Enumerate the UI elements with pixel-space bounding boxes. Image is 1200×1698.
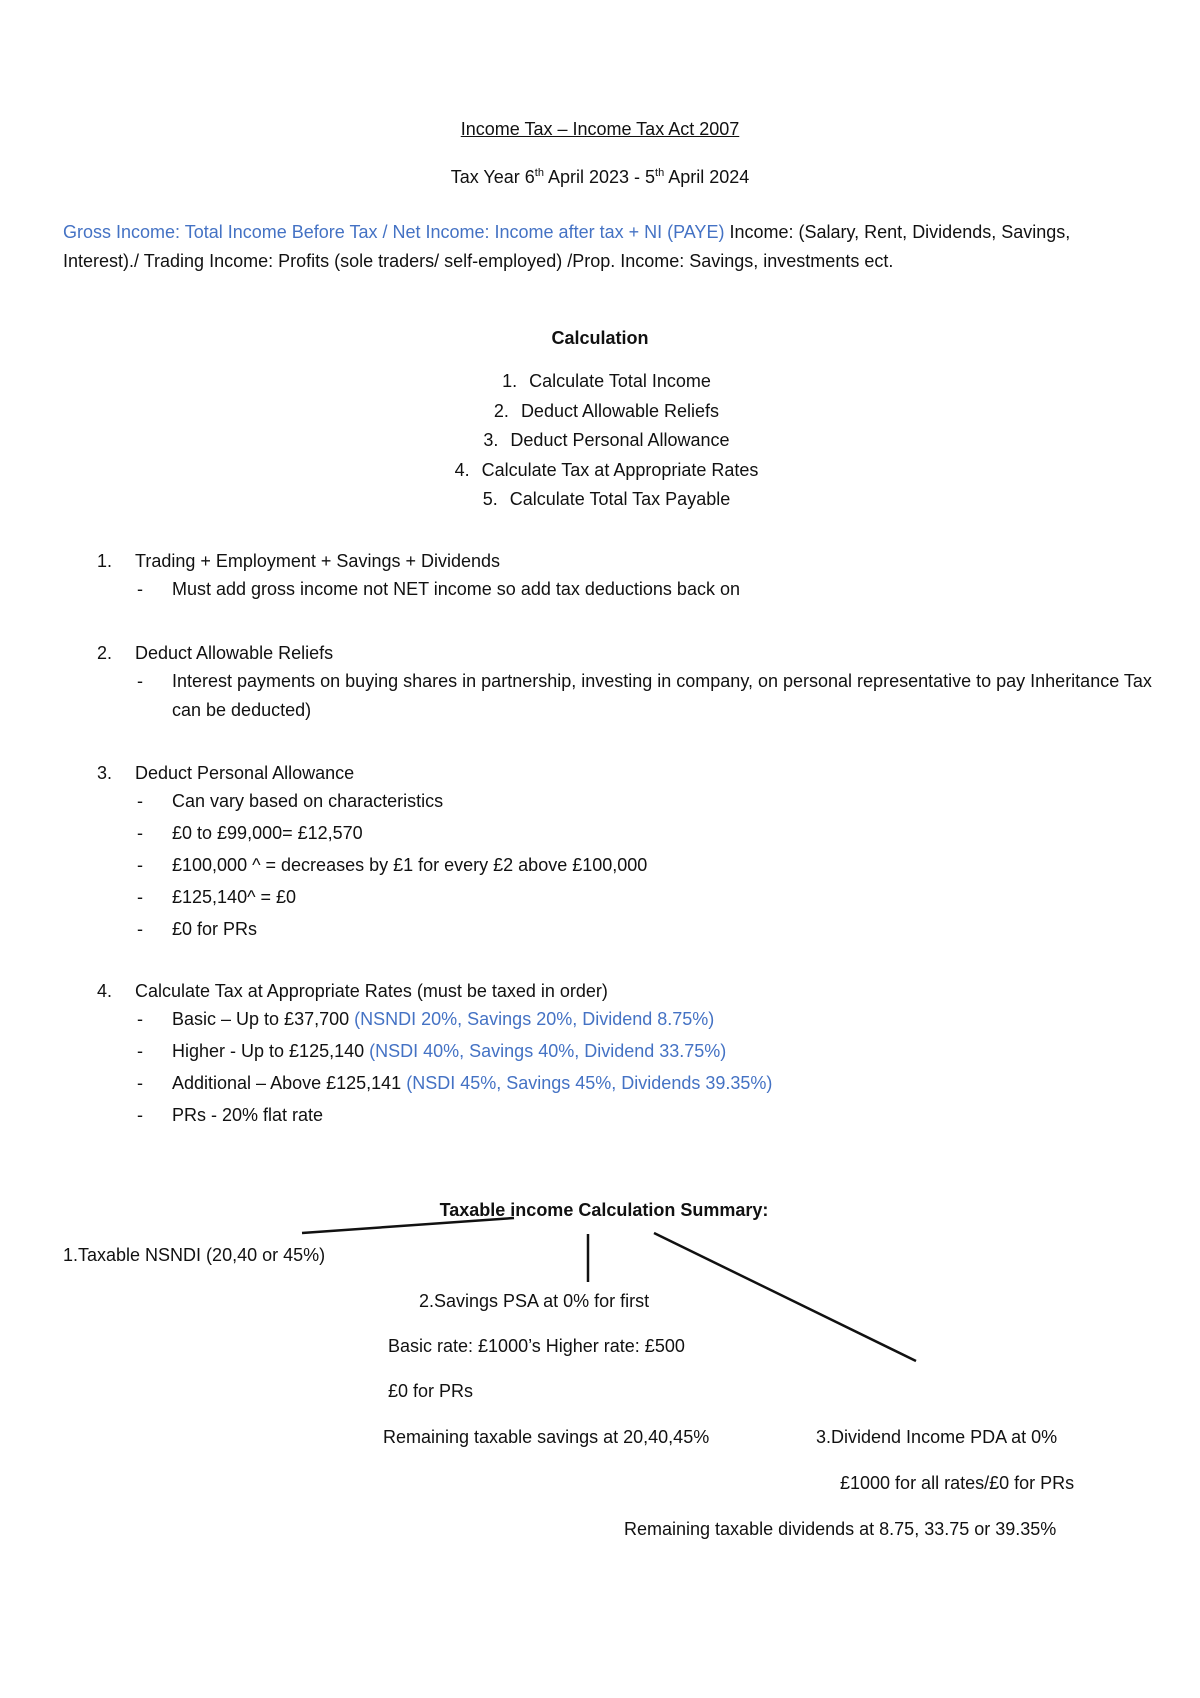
list-item: - £125,140^ = £0 <box>137 887 297 907</box>
list-item: - Interest payments on buying shares in partnership, investing in company, on personal representative to pay Inheritance Tax can be deducted) <box>137 671 1152 720</box>
list-item: - £0 for PRs <box>137 919 258 939</box>
calculation-step: 5. Calculate Total Tax Payable <box>482 489 731 509</box>
calculation-step: 4. Calculate Tax at Appropriate Rates <box>454 459 759 480</box>
summary-savings-psa: 2.Savings PSA at 0% for first <box>419 1291 650 1311</box>
list-item: - Additional – Above £125,141 (NSDI 45%, Savings 45%, Dividends 39.35%) <box>137 1073 773 1093</box>
list-item: - Must add gross income not NET income so add tax deductions back on <box>137 579 740 599</box>
list-item: - Basic – Up to £37,700 (NSNDI 20%, Savings 20%, Dividend 8.75%) <box>137 1009 715 1029</box>
calculation-heading: Calculation <box>551 328 649 348</box>
list-item: - Higher - Up to £125,140 (NSDI 40%, Savings 40%, Dividend 33.75%) <box>137 1041 727 1061</box>
summary-heading: Taxable income Calculation Summary: <box>439 1200 769 1220</box>
calculation-step: 1. Calculate Total Income <box>502 371 711 391</box>
income-types-definition: Income: (Salary, Rent, Dividends, Savings, Interest)./ Trading Income: Profits (sole traders/ self-employed) /Prop. Income: Savings, investments ect. <box>63 222 1071 271</box>
gross-net-definition: Gross Income: Total Income Before Tax / Net Income: Income after tax + NI (PAYE) <box>63 222 725 242</box>
list-item: - £100,000 ^ = decreases by £1 for every £2 above £100,000 <box>137 855 648 875</box>
tax-year-line: Tax Year 6th April 2023 - 5th April 2024 <box>450 167 750 187</box>
section-heading: 2. Deduct Allowable Reliefs <box>97 643 334 663</box>
calculation-step: 3. Deduct Personal Allowance <box>483 430 730 450</box>
connector-line-nsndi <box>302 1218 514 1233</box>
list-item: - Can vary based on characteristics <box>137 791 444 811</box>
summary-savings-remaining: Remaining taxable savings at 20,40,45% <box>383 1427 710 1447</box>
section-heading: 4. Calculate Tax at Appropriate Rates (must be taxed in order) <box>97 981 608 1001</box>
list-item: - £0 to £99,000= £12,570 <box>137 823 363 843</box>
connector-line-dividends <box>654 1233 916 1361</box>
list-item: - PRs - 20% flat rate <box>137 1105 324 1125</box>
section-heading: 3. Deduct Personal Allowance <box>97 763 355 783</box>
summary-savings-prs: £0 for PRs <box>388 1381 474 1401</box>
section-heading: 1. Trading + Employment + Savings + Dividends <box>97 551 501 571</box>
summary-dividend-pda: 3.Dividend Income PDA at 0% <box>816 1427 1058 1447</box>
calculation-step: 2. Deduct Allowable Reliefs <box>493 400 720 421</box>
summary-savings-rates: Basic rate: £1000’s Higher rate: £500 <box>388 1336 685 1356</box>
summary-nsndi: 1.Taxable NSNDI (20,40 or 45%) <box>63 1245 326 1265</box>
summary-dividend-allowance: £1000 for all rates/£0 for PRs <box>840 1473 1075 1493</box>
document-title: Income Tax – Income Tax Act 2007 <box>460 119 740 139</box>
summary-dividend-remaining: Remaining taxable dividends at 8.75, 33.75 or 39.35% <box>624 1519 1057 1539</box>
